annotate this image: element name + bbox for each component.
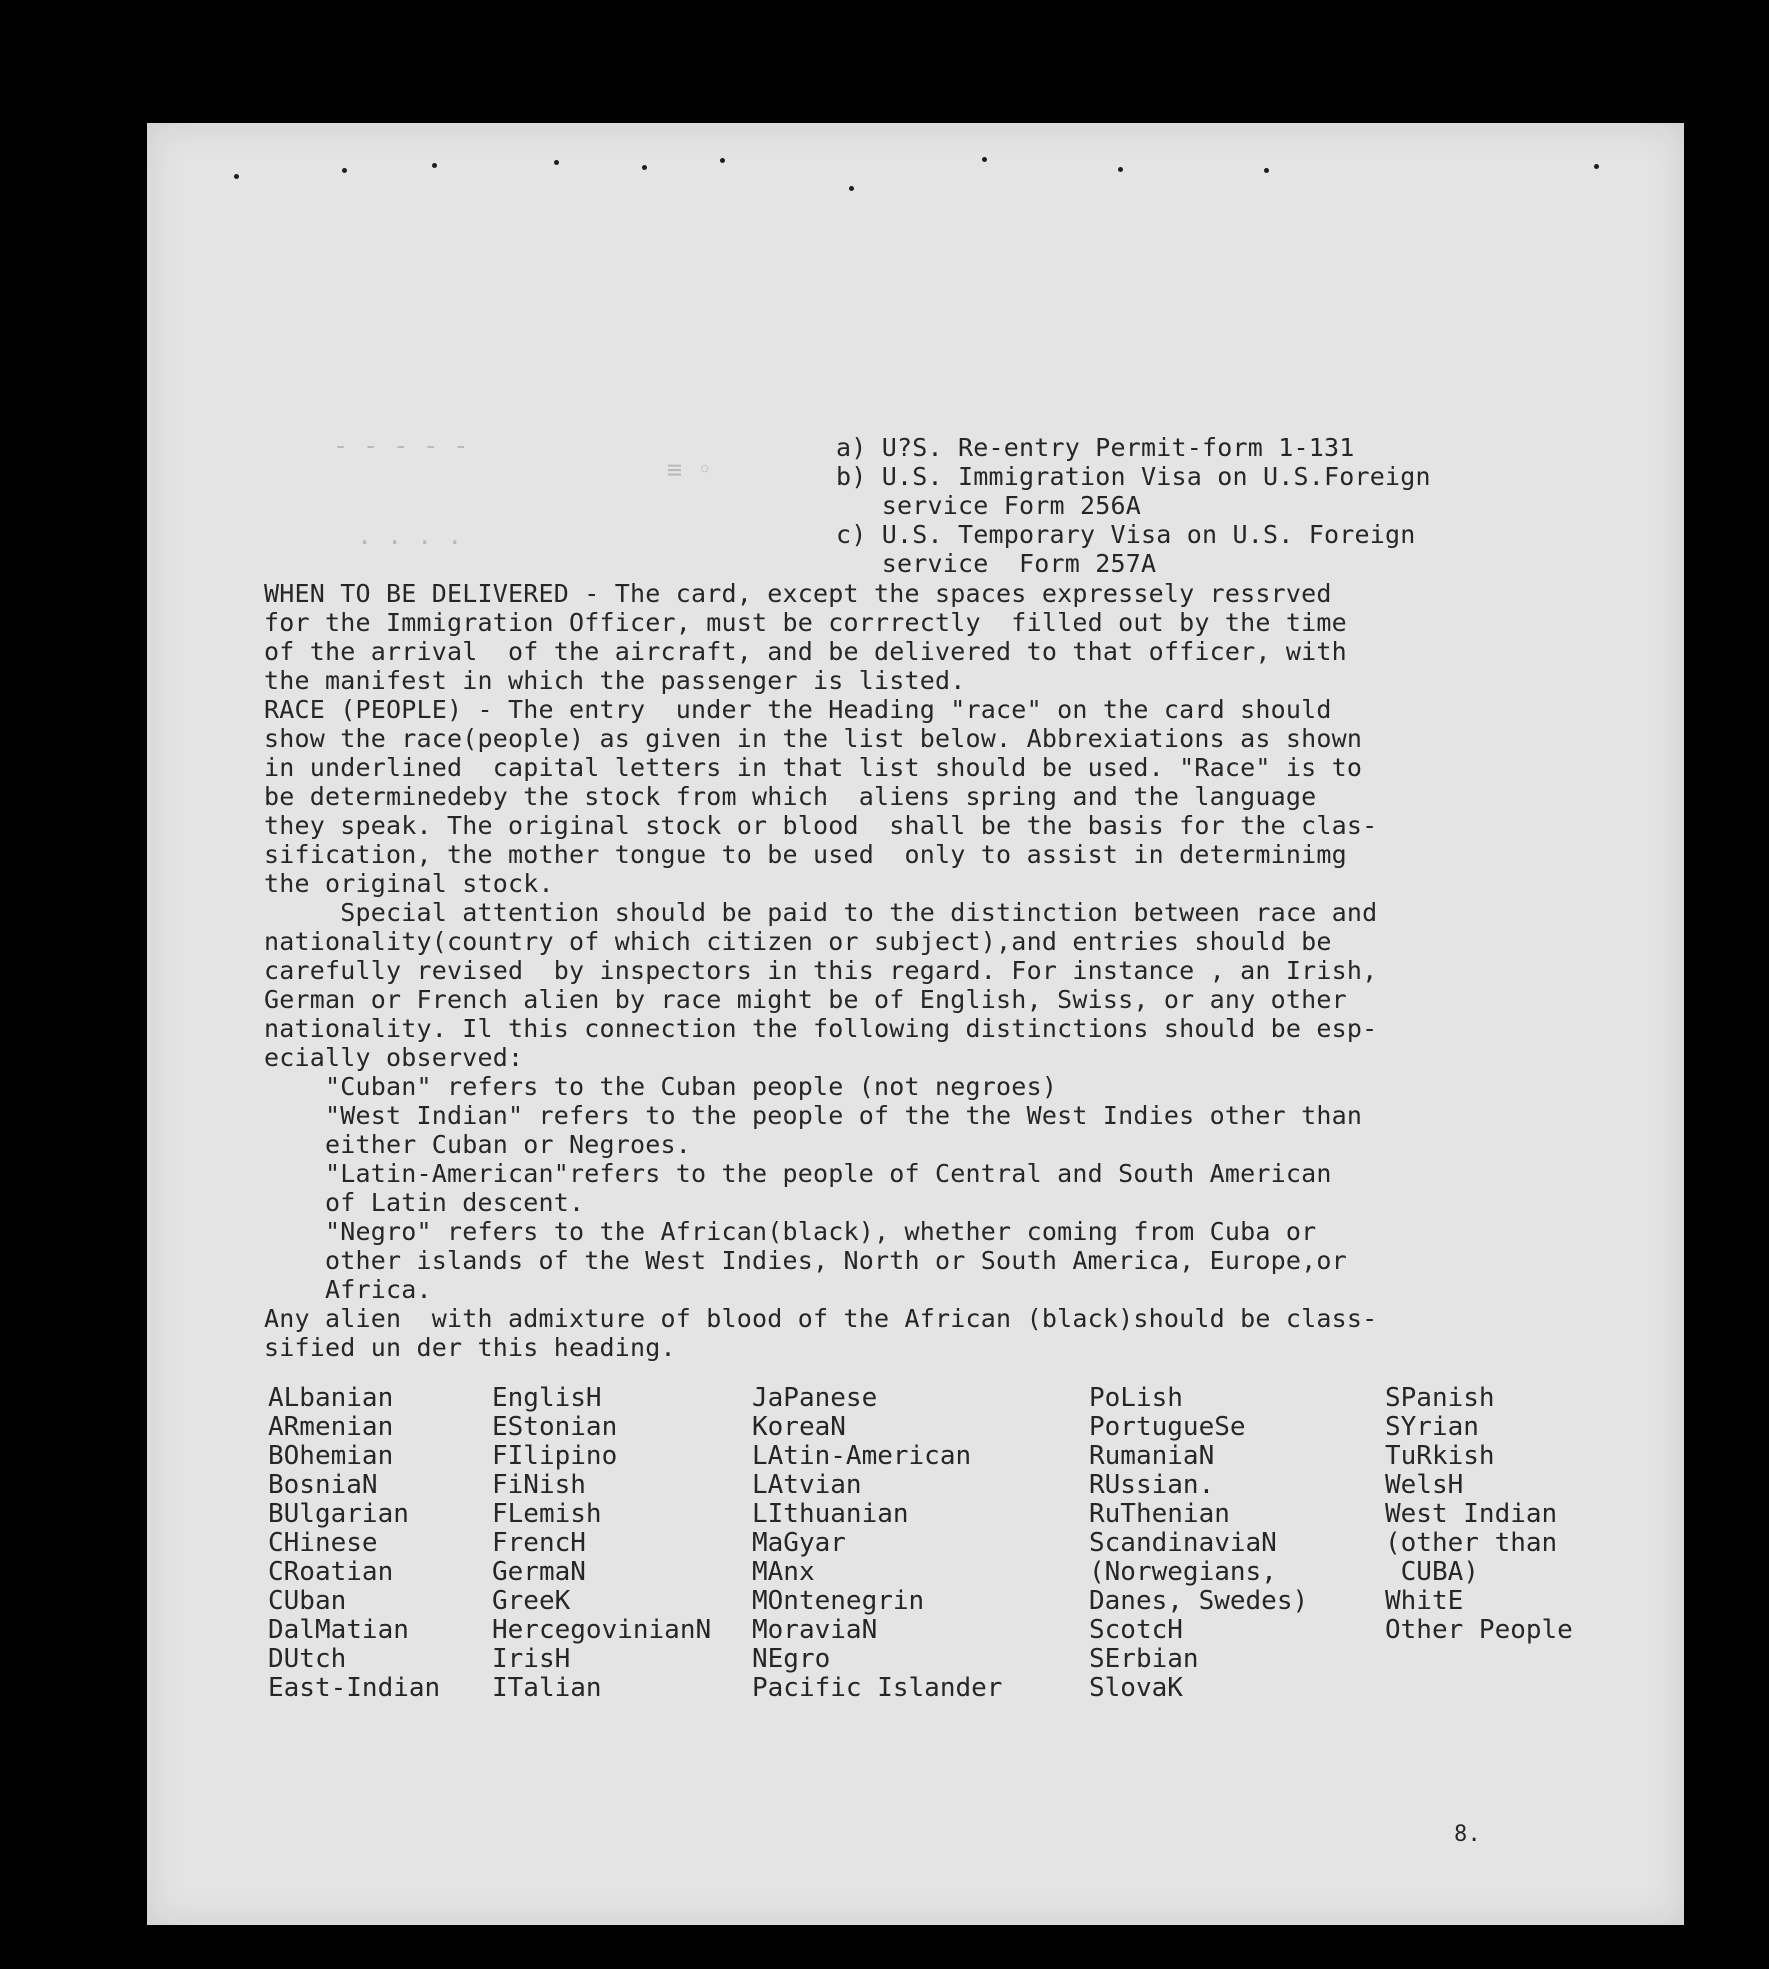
- instruction-line: in underlined capital letters in that list should be used. "Race" is to: [264, 753, 1363, 782]
- race-list-item: CUBA): [1385, 1557, 1479, 1587]
- instruction-line: be determinedeby the stock from which aliens spring and the language: [264, 782, 1317, 811]
- instruction-line: the manifest in which the passenger is listed.: [264, 666, 966, 695]
- instruction-line: show the race(people) as given in the list below. Abbrexiations as shown: [264, 724, 1363, 753]
- race-list-item: EnglisH: [492, 1383, 602, 1413]
- race-list-item: Danes, Swedes): [1089, 1586, 1309, 1616]
- race-list-item: CUban: [268, 1586, 347, 1616]
- margin-dot: [1594, 164, 1599, 169]
- race-list-item: PortugueSe: [1089, 1412, 1246, 1442]
- margin-dot: [1264, 168, 1269, 173]
- race-list-item: MAnx: [752, 1557, 815, 1587]
- race-list-item: (Norwegians,: [1089, 1557, 1277, 1587]
- race-list-item: CRoatian: [268, 1557, 394, 1587]
- visa-list-line: b) U.S. Immigration Visa on U.S.Foreign: [836, 462, 1431, 491]
- race-list-column-3: [752, 1384, 1002, 1703]
- instruction-line: carefully revised by inspectors in this regard. For instance , an Irish,: [264, 956, 1378, 985]
- margin-dot: [642, 165, 647, 170]
- race-list-item: KoreaN: [752, 1412, 846, 1442]
- instruction-line: of the arrival of the aircraft, and be delivered to that officer, with: [264, 637, 1347, 666]
- race-list-item: MOntenegrin: [752, 1586, 925, 1616]
- instruction-line: of Latin descent.: [264, 1188, 585, 1217]
- race-list-item: Pacific Islander: [752, 1673, 1003, 1703]
- race-list-item: RuThenian: [1089, 1499, 1230, 1529]
- race-list-item: MoraviaN: [752, 1615, 878, 1645]
- race-list-item: ScotcH: [1089, 1615, 1183, 1645]
- instruction-line: RACE (PEOPLE) - The entry under the Heading "race" on the card should: [264, 695, 1332, 724]
- instruction-line: sified un der this heading.: [264, 1333, 676, 1362]
- instruction-line: for the Immigration Officer, must be corrrectly filled out by the time: [264, 608, 1347, 637]
- race-list-item: WelsH: [1385, 1470, 1464, 1500]
- race-list-item: RUssian.: [1089, 1470, 1215, 1500]
- race-list-item: JaPanese: [752, 1383, 878, 1413]
- race-list-item: FIlipino: [492, 1441, 618, 1471]
- instruction-line: "Negro" refers to the African(black), whether coming from Cuba or: [264, 1217, 1317, 1246]
- race-list-item: DalMatian: [268, 1615, 409, 1645]
- instruction-line: WHEN TO BE DELIVERED - The card, except the spaces expressely ressrved: [264, 579, 1332, 608]
- race-list-item: GermaN: [492, 1557, 586, 1587]
- race-list-item: (other than: [1385, 1528, 1558, 1558]
- visa-list-line: c) U.S. Temporary Visa on U.S. Foreign: [836, 520, 1416, 549]
- margin-dot: [1118, 167, 1123, 172]
- margin-dot: [982, 157, 987, 162]
- race-list-item: HercegovinianN: [492, 1615, 712, 1645]
- instruction-line: ecially observed:: [264, 1043, 524, 1072]
- visa-form-list: [836, 433, 1431, 578]
- bleed-through-mark: ≡ ◦: [667, 455, 713, 484]
- race-list-item: CHinese: [268, 1528, 378, 1558]
- margin-dot: [720, 158, 725, 163]
- race-list-item: ITalian: [492, 1673, 602, 1703]
- instruction-line: "West Indian" refers to the people of the the West Indies other than: [264, 1101, 1363, 1130]
- race-list-item: ARmenian: [268, 1412, 394, 1442]
- race-list-item: TuRkish: [1385, 1441, 1495, 1471]
- instruction-line: nationality. Il this connection the following distinctions should be esp-: [264, 1014, 1378, 1043]
- race-list-item: DUtch: [268, 1644, 347, 1674]
- race-list-item: FiNish: [492, 1470, 586, 1500]
- bleed-through-mark: · · · ·: [357, 528, 463, 557]
- instruction-line: nationality(country of which citizen or subject),and entries should be: [264, 927, 1332, 956]
- bleed-through-mark: - - - - -: [333, 431, 469, 460]
- race-list-item: SlovaK: [1089, 1673, 1183, 1703]
- instruction-line: "Latin-American"refers to the people of Central and South American: [264, 1159, 1332, 1188]
- instruction-line: Any alien with admixture of blood of the African (black)should be class-: [264, 1304, 1378, 1333]
- race-list-item: PoLish: [1089, 1383, 1183, 1413]
- race-list-column-5: [1385, 1384, 1573, 1645]
- race-list-item: ALbanian: [268, 1383, 394, 1413]
- race-list-item: LAtvian: [752, 1470, 862, 1500]
- race-list-item: BOhemian: [268, 1441, 394, 1471]
- instruction-line: they speak. The original stock or blood shall be the basis for the clas-: [264, 811, 1378, 840]
- race-list-column-1: [268, 1384, 440, 1703]
- instruction-line: sification, the mother tongue to be used only to assist in determinimg: [264, 840, 1347, 869]
- instruction-line: Special attention should be paid to the distinction between race and: [264, 898, 1378, 927]
- visa-list-line: service Form 256A: [836, 491, 1142, 520]
- instruction-text: [264, 579, 1377, 1362]
- margin-dot: [849, 186, 854, 191]
- instruction-line: the original stock.: [264, 869, 554, 898]
- race-list-item: SPanish: [1385, 1383, 1495, 1413]
- margin-dot: [432, 163, 437, 168]
- race-list-item: GreeK: [492, 1586, 571, 1616]
- instruction-line: Africa.: [264, 1275, 432, 1304]
- race-list-item: SErbian: [1089, 1644, 1199, 1674]
- visa-list-line: a) U?S. Re-entry Permit-form 1-131: [836, 433, 1355, 462]
- race-list-item: BUlgarian: [268, 1499, 409, 1529]
- race-list-item: LAtin-American: [752, 1441, 972, 1471]
- instruction-line: other islands of the West Indies, North or South America, Europe,or: [264, 1246, 1347, 1275]
- page-number: 8.: [1454, 1822, 1481, 1847]
- race-list-item: WhitE: [1385, 1586, 1464, 1616]
- race-list-item: MaGyar: [752, 1528, 846, 1558]
- margin-dot: [234, 174, 239, 179]
- instruction-line: either Cuban or Negroes.: [264, 1130, 692, 1159]
- race-list-item: LIthuanian: [752, 1499, 909, 1529]
- race-list-item: Other People: [1385, 1615, 1573, 1645]
- margin-dot: [342, 168, 347, 173]
- margin-dot: [554, 160, 559, 165]
- race-list-item: FLemish: [492, 1499, 602, 1529]
- race-list-item: SYrian: [1385, 1412, 1479, 1442]
- race-list-column-4: [1089, 1384, 1308, 1703]
- race-list-item: EStonian: [492, 1412, 618, 1442]
- instruction-line: "Cuban" refers to the Cuban people (not negroes): [264, 1072, 1058, 1101]
- race-list-item: FrencH: [492, 1528, 586, 1558]
- race-list-item: East-Indian: [268, 1673, 441, 1703]
- race-list-column-2: [492, 1384, 711, 1703]
- race-list-item: IrisH: [492, 1644, 571, 1674]
- race-list-item: RumaniaN: [1089, 1441, 1215, 1471]
- visa-list-line: service Form 257A: [836, 549, 1157, 578]
- instruction-line: German or French alien by race might be of English, Swiss, or any other: [264, 985, 1347, 1014]
- race-list-item: ScandinaviaN: [1089, 1528, 1277, 1558]
- race-list-item: NEgro: [752, 1644, 831, 1674]
- race-list-item: BosniaN: [268, 1470, 378, 1500]
- race-list-item: West Indian: [1385, 1499, 1558, 1529]
